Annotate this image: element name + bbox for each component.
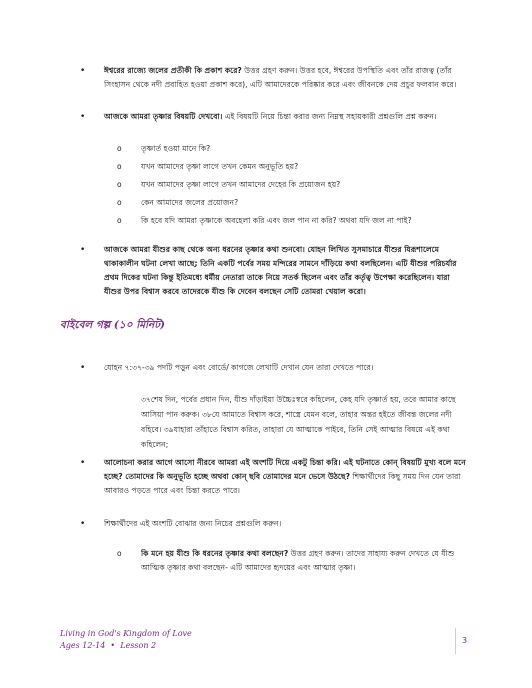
- footer-subtitle: [60, 640, 192, 652]
- bullet-dot: •: [80, 245, 86, 255]
- spiritual-question-bold: কি মনে হয় যীশু কি ধরনের তৃষ্ণার কথা বলছেন?: [141, 549, 289, 558]
- topic-text: এই বিষয়টি নিয়ে চিন্তা করার জন্য নিম্নস্থ সহায়কারী প্রশ্নগুলি প্রশ্ন করুন।: [222, 112, 437, 121]
- topic-bold: আজকে আমরা তৃষ্ণার বিষয়টি দেখবো।: [104, 112, 223, 121]
- footer-ages: Ages 12-14: [60, 641, 106, 650]
- footer: [60, 628, 192, 652]
- sub-bullet-circle: o: [117, 216, 122, 225]
- bullet-dot: •: [80, 112, 86, 122]
- paragraph-thirst-topic: [104, 110, 464, 124]
- paragraph-jesus-thirst: আজকে আমরা যীশুর কাছ থেকে অন্য ধরনের তৃষ্ণার কথা শুনবো। যোহন লিখিত সুসমাচারে যীশুর যিরূশালেমে থাকাকালীন ঘটনা লেখা আছে; তিনি একটি পর্বের সময় মন্দিরের সামনে দাঁড়িয়ে কথা বলছিলেন। এটি যীশুর পরিচর্যার প্রথম দিকের ঘটনা কিন্তু ইতিমধ্যে ধর্মীয় নেতারা তাকে নিয়ে সতর্ক ছিলেন এবং তাঁর কর্তৃত্ব উপেক্ষা করেছিলেন। যারা যীশুর উপর বিশ্বাস করবে তাদেরকে যীশু কি দেবেন বলছেন সেটি তোমরা খেয়াল করো।: [104, 245, 457, 296]
- sub-question-5: কি হবে যদি আমরা তৃষ্ণাকে অবহেলা করি এবং জল পান না করি? অথবা যদি জল না পাই?: [141, 216, 412, 225]
- discussion-text: শিক্ষার্থীদের কিছু সময় দিন যেন তারা আবারও পড়তে পারে এবং চিন্তা করতে পারে।: [104, 472, 461, 495]
- scripture-quote: ৩৭শেষ দিন, পর্বের প্রধান দিন, যীশু দাঁড়াইয়া উচ্চৈঃস্বরে কহিলেন, কেহ যদি তৃষ্ণার্ত হয়, তবে আমার কাছে আসিয়া পান করুক। ৩৮যে আমাতে বিশ্বাস করে, শাস্ত্রে যেমন বলে, তাহার অন্তর হইতে জীবন্ত জলের নদী বহিবে। ৩৯যাহারা তাঁহাতে বিশ্বাস করিত, তাহারা যে আত্মাকে পাইবে, তিনি সেই আত্মার বিষয়ে এই কথা কহিলেন;: [141, 395, 456, 449]
- sub-question-3: যখন আমাদের তৃষ্ণা লাগে তখন আমাদের দেহের কি প্রয়োজন হয়?: [141, 180, 341, 189]
- paragraph-water-symbol: [104, 64, 464, 92]
- sub-question-4: কেন আমাদের জলের প্রয়োজন?: [141, 198, 239, 207]
- bullet-dot: •: [80, 66, 86, 76]
- sub-bullet-circle: o: [117, 162, 122, 171]
- sub-bullet-circle: o: [117, 180, 122, 189]
- footer-separator: •: [107, 641, 118, 650]
- footer-title: Living in God's Kingdom of Love: [60, 629, 192, 638]
- bullet-dot: •: [80, 458, 86, 468]
- footer-divider: [455, 628, 456, 654]
- page-number: 3: [462, 636, 468, 645]
- section-title: বাইবেল গল্প (১০ মিনিট): [60, 319, 165, 331]
- sub-bullet-circle: o: [117, 549, 122, 558]
- bible-instruction: যোহন ৭:৩৭-৩৯ পদটি পড়ুন এবং বোর্ডে/ কাগজে লেখাটি দেখান যেন তারা দেখতে পারে।: [104, 363, 374, 372]
- discussion-bold: আলোচনা করার আগে আসো নীরবে আমরা এই অংশটি দিয়ে একটু চিন্তা করি। এই ঘটনাতে কোন্‌ বিষয়টি মুখ্য বলে মনে হচ্ছে? তোমাদের কি অনুভূতি হচ্ছে অথবা কোন্‌ ছবি তোমাদের মনে ভেসে উঠছে?: [104, 458, 466, 481]
- bullet-dot: •: [80, 363, 86, 373]
- paragraph-discussion: [104, 456, 466, 498]
- footer-lesson: Lesson 2: [120, 641, 157, 650]
- sub-question-1: তৃষ্ণার্ত হওয়া মানে কি?: [141, 144, 211, 153]
- answer-text: উত্তর গ্রহণ করুন। উত্তর হবে, ঈশ্বরের উপস্থিতি এবং তাঁর রাজত্ব (তাঁর সিংহাসন থেকে নদী প্রবাহিত হওয়া প্রকাশ করে), এটি আমাদেরকে পরিষ্কার করে এবং জীবনকে দেয় প্রচুর ফলবান করে।: [104, 66, 457, 89]
- question-bold: ঈশ্বরের রাজ্যে জলের প্রতীকী কি প্রকাশ করে?: [104, 66, 242, 75]
- spiritual-answer-text: উত্তর গ্রহণ করুন। তাদের সাহায্য করুন দেখতে যে যীশু আত্মিক তৃষ্ণার কথা বলছেন- এটি আমাদের হৃদয়ের এবং আত্মার তৃষ্ণা।: [141, 549, 455, 572]
- sub-bullet-circle: o: [117, 144, 122, 153]
- sub-question-spiritual-thirst: [141, 547, 469, 575]
- sub-bullet-circle: o: [117, 198, 122, 207]
- bullet-dot: •: [80, 519, 86, 529]
- paragraph-help: শিক্ষার্থীদের এই অংশটি বোঝার জন্য নিচের প্রশ্নগুলি করুন।: [104, 519, 282, 528]
- sub-question-2: যখন আমাদের তৃষ্ণা লাগে তখন কেমন অনুভূতি হয়?: [141, 162, 299, 171]
